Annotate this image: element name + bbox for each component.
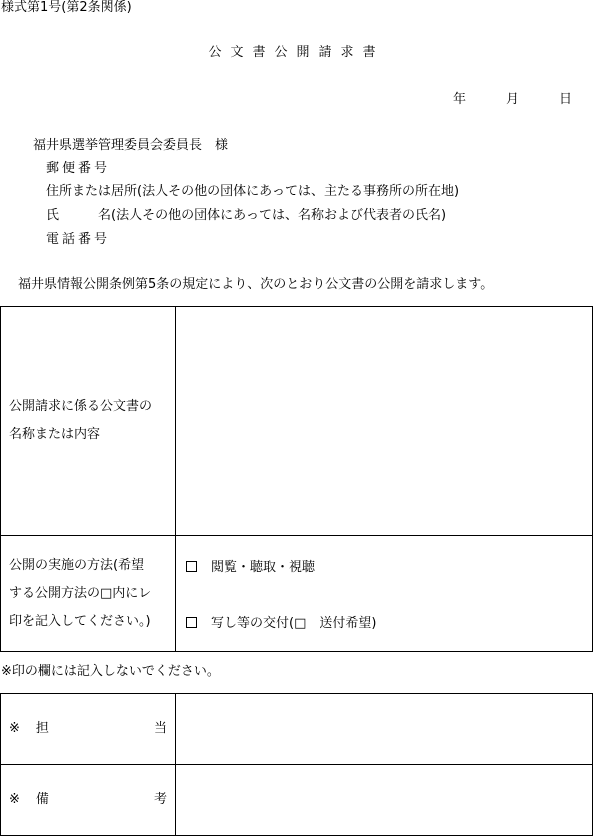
date-year-label: 年 (453, 92, 467, 107)
option-copy[interactable] (186, 612, 376, 631)
date-day-label: 日 (559, 92, 573, 107)
method-label-cell (1, 536, 176, 652)
request-table (0, 306, 593, 652)
date-month-label: 月 (506, 92, 520, 107)
date-line (453, 92, 572, 108)
address-label: 住所または居所(法人その他の団体にあっては、主たる事務所の所在地) (46, 184, 460, 199)
phone-label: 電話番号 (46, 232, 111, 247)
checkbox-copy[interactable] (186, 617, 197, 628)
option-viewing[interactable] (186, 556, 315, 575)
checkbox-viewing[interactable] (186, 561, 197, 572)
content-label-cell (1, 307, 176, 536)
form-number: 様式第1号(第2条関係) (1, 0, 132, 15)
remarks-char-2: 考 (153, 792, 167, 807)
option-viewing-label: 閲覧・聴取・視聴 (211, 560, 316, 575)
name-label: 氏 名(法人その他の団体にあっては、名称および代表者の氏名) (46, 208, 447, 223)
method-label-line-1: 公開の実施の方法(希望 (9, 557, 145, 573)
content-input-cell[interactable] (176, 307, 593, 536)
office-use-table (0, 693, 593, 836)
charge-label-cell (1, 694, 176, 765)
note-text: ※印の欄には記入しないでください。 (1, 664, 220, 679)
remarks-char-1: 備 (35, 792, 49, 807)
method-label-line-3: 印を記入してください。) (9, 613, 151, 629)
method-options-cell (176, 536, 593, 652)
charge-mark: ※ (9, 721, 20, 736)
addressee: 福井県選挙管理委員会委員長 様 (33, 138, 229, 153)
charge-char-2: 当 (153, 721, 167, 736)
content-label-line-2: 名称または内容 (9, 427, 101, 442)
option-copy-label: 写し等の交付(□ 送付希望) (211, 616, 377, 631)
request-statement: 福井県情報公開条例第5条の規定により、次のとおり公文書の公開を請求します。 (18, 277, 494, 292)
charge-char-1: 担 (35, 721, 49, 736)
document-title: 公文書公開請求書 (208, 45, 385, 60)
charge-value-cell (176, 694, 593, 765)
remarks-mark: ※ (9, 792, 20, 807)
remarks-label-cell (1, 765, 176, 836)
postal-code-label: 郵便番号 (46, 161, 111, 176)
content-label-line-1: 公開請求に係る公文書の (9, 399, 153, 414)
method-label-line-2: する公開方法の□内にレ (9, 585, 152, 601)
remarks-value-cell (176, 765, 593, 836)
